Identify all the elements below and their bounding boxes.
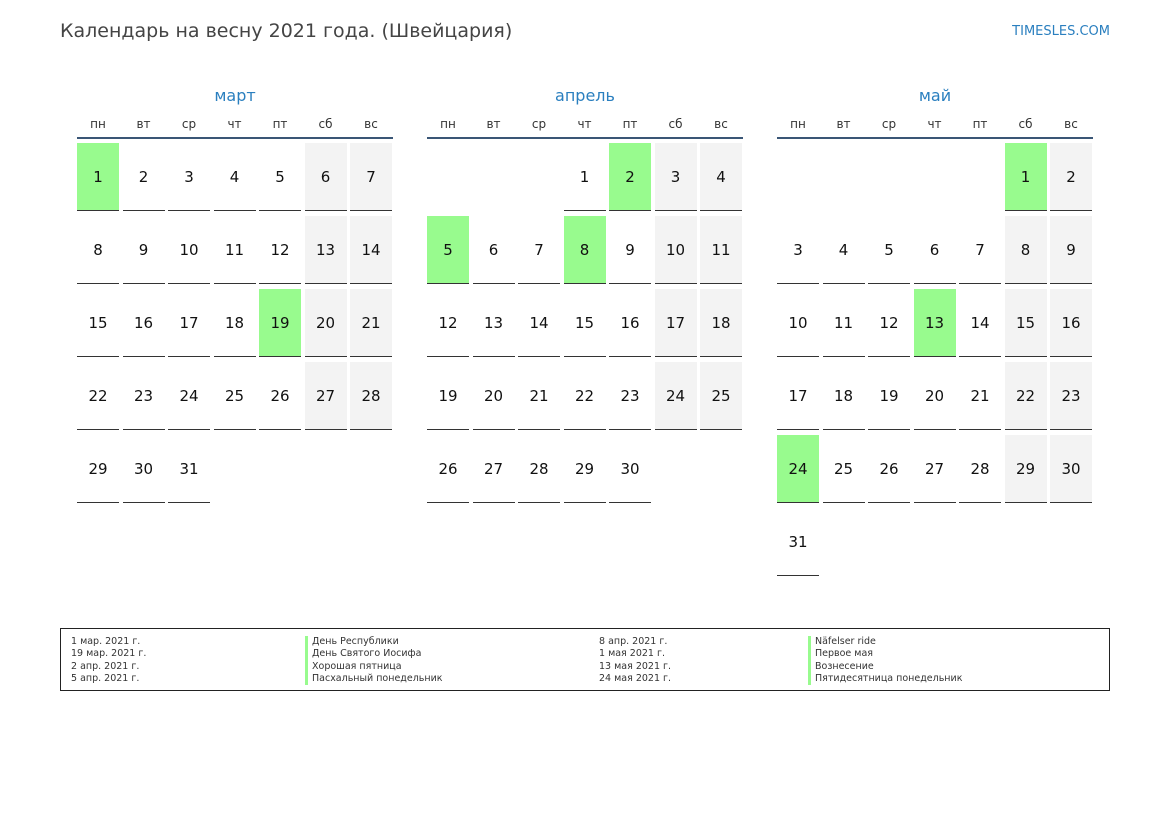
day-cell[interactable]: 11: [823, 289, 865, 357]
holiday-day-cell[interactable]: 2: [609, 143, 651, 211]
day-cell[interactable]: 31: [168, 435, 210, 503]
legend-names-col-1: [305, 636, 443, 685]
weekday-label: ср: [881, 117, 897, 131]
day-cell[interactable]: 28: [959, 435, 1001, 503]
day-cell[interactable]: 4: [700, 143, 742, 211]
weekday-label: вт: [486, 117, 501, 131]
month-may: [777, 84, 1093, 576]
day-cell[interactable]: 27: [914, 435, 956, 503]
day-cell[interactable]: 9: [609, 216, 651, 284]
weekday-label: вс: [714, 117, 728, 131]
day-cell[interactable]: 27: [305, 362, 347, 430]
day-cell[interactable]: 10: [168, 216, 210, 284]
legend-names-col-2: [808, 636, 962, 685]
day-cell[interactable]: 6: [305, 143, 347, 211]
weekday-label: пт: [272, 117, 288, 131]
weekday-header: [77, 115, 393, 139]
month-march: [77, 84, 393, 503]
month-april: [427, 84, 743, 503]
holiday-day-cell[interactable]: 19: [259, 289, 301, 357]
day-cell[interactable]: 8: [1005, 216, 1047, 284]
month-days-grid: [427, 143, 743, 503]
day-cell[interactable]: 12: [427, 289, 469, 357]
day-cell[interactable]: 5: [259, 143, 301, 211]
day-cell[interactable]: 7: [959, 216, 1001, 284]
day-cell[interactable]: 14: [959, 289, 1001, 357]
legend-holiday-name: Первое мая: [808, 648, 962, 660]
day-cell[interactable]: 18: [823, 362, 865, 430]
day-cell[interactable]: 31: [777, 508, 819, 576]
weekday-label: пн: [440, 117, 456, 131]
day-cell[interactable]: 7: [518, 216, 560, 284]
page-title: Календарь на весну 2021 года. (Швейцария): [60, 20, 513, 42]
weekday-label: пн: [90, 117, 106, 131]
day-cell[interactable]: 15: [564, 289, 606, 357]
empty-cell: [959, 143, 1001, 211]
holiday-day-cell[interactable]: 1: [77, 143, 119, 211]
weekday-label: пт: [972, 117, 988, 131]
month-days-grid: [77, 143, 393, 503]
legend-date: 8 апр. 2021 г.: [599, 636, 668, 647]
legend-holiday-name: Näfelser ride: [808, 636, 962, 648]
month-days-grid: [777, 143, 1093, 576]
month-name: май: [918, 86, 952, 105]
legend-date: 1 мар. 2021 г.: [71, 636, 141, 647]
legend-dates-col-2: [599, 636, 671, 685]
legend-holiday-name: Хорошая пятница: [305, 661, 443, 673]
day-cell[interactable]: 21: [518, 362, 560, 430]
day-cell[interactable]: 30: [609, 435, 651, 503]
day-cell[interactable]: 24: [168, 362, 210, 430]
day-cell[interactable]: 4: [214, 143, 256, 211]
day-cell[interactable]: 27: [473, 435, 515, 503]
holiday-day-cell[interactable]: 5: [427, 216, 469, 284]
day-cell[interactable]: 16: [123, 289, 165, 357]
day-cell[interactable]: 26: [868, 435, 910, 503]
day-cell[interactable]: 15: [1005, 289, 1047, 357]
day-cell[interactable]: 25: [214, 362, 256, 430]
day-cell[interactable]: 14: [350, 216, 392, 284]
day-cell[interactable]: 1: [564, 143, 606, 211]
weekday-label: вт: [136, 117, 151, 131]
holiday-day-cell[interactable]: 1: [1005, 143, 1047, 211]
weekday-label: сб: [1018, 117, 1033, 131]
legend-date: 19 мар. 2021 г.: [71, 648, 147, 660]
day-cell[interactable]: 9: [1050, 216, 1092, 284]
empty-cell: [777, 143, 819, 211]
legend-holiday-name: День Республики: [305, 636, 443, 648]
weekday-label: вт: [836, 117, 851, 131]
weekday-label: сб: [318, 117, 333, 131]
legend-holiday-name: Пасхальный понедельник: [305, 673, 443, 685]
empty-cell: [823, 143, 865, 211]
day-cell[interactable]: 6: [473, 216, 515, 284]
day-cell[interactable]: 29: [1005, 435, 1047, 503]
day-cell[interactable]: 10: [655, 216, 697, 284]
day-cell[interactable]: 23: [1050, 362, 1092, 430]
day-cell[interactable]: 28: [350, 362, 392, 430]
day-cell[interactable]: 20: [305, 289, 347, 357]
day-cell[interactable]: 17: [168, 289, 210, 357]
day-cell[interactable]: 24: [655, 362, 697, 430]
weekday-label: сб: [668, 117, 683, 131]
day-cell[interactable]: 26: [427, 435, 469, 503]
legend-date: 5 апр. 2021 г.: [71, 672, 140, 684]
day-cell[interactable]: 19: [868, 362, 910, 430]
weekday-label: вс: [364, 117, 378, 131]
day-cell[interactable]: 13: [305, 216, 347, 284]
holiday-day-cell[interactable]: 24: [777, 435, 819, 503]
weekday-label: чт: [927, 117, 942, 131]
day-cell[interactable]: 2: [123, 143, 165, 211]
day-cell[interactable]: 20: [473, 362, 515, 430]
legend-date: 1 мая 2021 г.: [599, 648, 665, 660]
legend-date: 13 мая 2021 г.: [599, 660, 672, 672]
day-cell[interactable]: 18: [700, 289, 742, 357]
day-cell[interactable]: 3: [168, 143, 210, 211]
day-cell[interactable]: 16: [609, 289, 651, 357]
day-cell[interactable]: 12: [868, 289, 910, 357]
day-cell[interactable]: 18: [214, 289, 256, 357]
day-cell[interactable]: 21: [959, 362, 1001, 430]
day-cell[interactable]: 2: [1050, 143, 1092, 211]
day-cell[interactable]: 17: [777, 362, 819, 430]
legend-holiday-name: Пятидесятница понедельник: [808, 673, 962, 685]
day-cell[interactable]: 4: [823, 216, 865, 284]
brand-link[interactable]: TIMESLES.COM: [1012, 24, 1110, 39]
day-cell[interactable]: 29: [564, 435, 606, 503]
weekday-label: чт: [227, 117, 242, 131]
day-cell[interactable]: 21: [350, 289, 392, 357]
day-cell[interactable]: 6: [914, 216, 956, 284]
day-cell[interactable]: 11: [214, 216, 256, 284]
day-cell[interactable]: 28: [518, 435, 560, 503]
day-cell[interactable]: 16: [1050, 289, 1092, 357]
empty-cell: [473, 143, 515, 211]
day-cell[interactable]: 23: [609, 362, 651, 430]
day-cell[interactable]: 7: [350, 143, 392, 211]
day-cell[interactable]: 22: [77, 362, 119, 430]
legend-holiday-name: День Святого Иосифа: [305, 648, 443, 660]
day-cell[interactable]: 9: [123, 216, 165, 284]
weekday-label: вс: [1064, 117, 1078, 131]
legend-date: 24 мая 2021 г.: [599, 672, 672, 684]
day-cell[interactable]: 12: [259, 216, 301, 284]
day-cell[interactable]: 25: [823, 435, 865, 503]
weekday-label: пт: [622, 117, 638, 131]
legend-date: 2 апр. 2021 г.: [71, 660, 140, 672]
day-cell[interactable]: 30: [123, 435, 165, 503]
day-cell[interactable]: 15: [77, 289, 119, 357]
day-cell[interactable]: 11: [700, 216, 742, 284]
day-cell[interactable]: 14: [518, 289, 560, 357]
holiday-day-cell[interactable]: 13: [914, 289, 956, 357]
day-cell[interactable]: 10: [777, 289, 819, 357]
empty-cell: [518, 143, 560, 211]
weekday-label: чт: [577, 117, 592, 131]
month-name: март: [214, 86, 256, 105]
day-cell[interactable]: 29: [77, 435, 119, 503]
day-cell[interactable]: 13: [473, 289, 515, 357]
weekday-label: ср: [531, 117, 547, 131]
day-cell[interactable]: 23: [123, 362, 165, 430]
day-cell[interactable]: 19: [427, 362, 469, 430]
weekday-header: [777, 115, 1093, 139]
day-cell[interactable]: 8: [77, 216, 119, 284]
day-cell[interactable]: 26: [259, 362, 301, 430]
day-cell[interactable]: 3: [777, 216, 819, 284]
day-cell[interactable]: 17: [655, 289, 697, 357]
day-cell[interactable]: 30: [1050, 435, 1092, 503]
empty-cell: [914, 143, 956, 211]
day-cell[interactable]: 5: [868, 216, 910, 284]
weekday-label: пн: [790, 117, 806, 131]
day-cell[interactable]: 22: [564, 362, 606, 430]
legend-dates-col-1: [71, 636, 146, 685]
holiday-legend: [60, 628, 1110, 691]
legend-holiday-name: Вознесение: [808, 661, 962, 673]
day-cell[interactable]: 3: [655, 143, 697, 211]
empty-cell: [868, 143, 910, 211]
month-name: апрель: [555, 86, 615, 105]
weekday-label: ср: [181, 117, 197, 131]
day-cell[interactable]: 22: [1005, 362, 1047, 430]
weekday-header: [427, 115, 743, 139]
day-cell[interactable]: 25: [700, 362, 742, 430]
day-cell[interactable]: 20: [914, 362, 956, 430]
empty-cell: [427, 143, 469, 211]
holiday-day-cell[interactable]: 8: [564, 216, 606, 284]
